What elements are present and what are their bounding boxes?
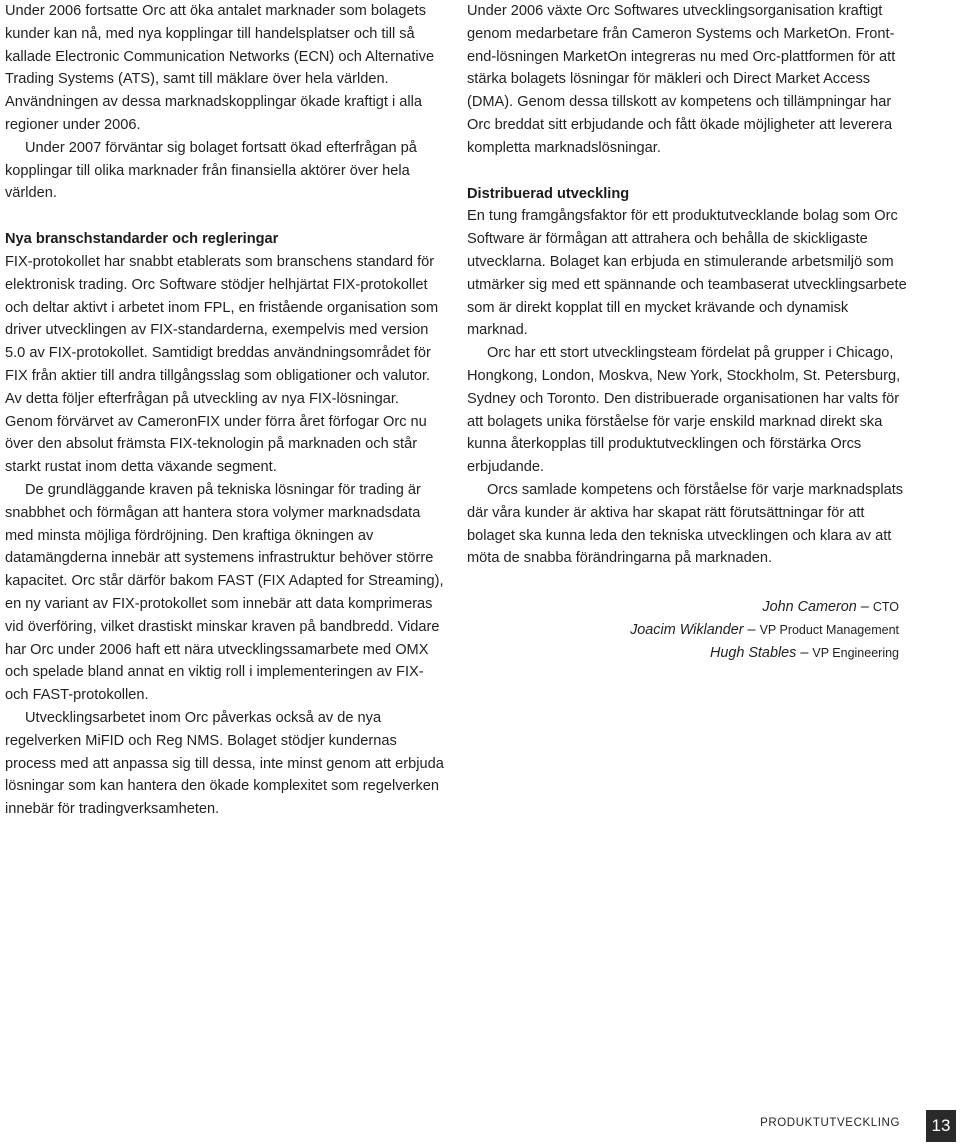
heading-distributed: Distribuerad utveckling bbox=[467, 185, 630, 202]
section-label: PRODUKTUTVECKLING bbox=[760, 1117, 900, 1129]
signature-line bbox=[467, 642, 899, 665]
heading-standards: Nya branschstandarder och regleringar bbox=[5, 231, 279, 248]
page-number: 13 bbox=[926, 1110, 956, 1142]
paragraph-markets: Under 2006 fortsatte Orc att öka antalet marknader som bolagets kunder kan nå, med nya kopplingar till handelsplatser och till så kallade Electronic Communication Networks (ECN) och Alternative Trading Systems (ATS), samt till mäklare över hela världen. Användningen av dessa marknadskopplingar ökade kraftigt i alla regioner under 2006. bbox=[5, 3, 435, 133]
signature-role: VP Engineering bbox=[812, 646, 899, 660]
signature-role: CTO bbox=[872, 600, 899, 614]
signature-dash: – bbox=[747, 622, 756, 638]
paragraph-fix-protocol: FIX-protokollet har snabbt etablerats som branschens standard för elektronisk trading. Orc Software stödjer helhjärtat FIX-protokollet och deltar aktivt i arbetet inom FPL, en fristående organisation som driver utvecklingen av FIX-standarderna, exempelvis med version 5.0 av FIX-protokollet. Samtidigt breddas användningsområdet för FIX från aktier till andra tillgångsslag som obligationer och valutor. Av detta följer efterfrågan på utveckling av nya FIX-lösningar. Genom förvärvet av CameronFIX under förra året förfogar Orc nu över den absolut främsta FIX-teknologin på marknaden och står starkt rustat inom detta växande segment. bbox=[5, 253, 439, 476]
signature-name: Hugh Stables bbox=[709, 645, 797, 661]
right-column bbox=[467, 0, 907, 570]
paragraph-organisation: Under 2006 växte Orc Softwares utvecklingsorganisation kraftigt genom medarbetare från Cameron Systems och MarketOn. Front-end-lösningen MarketOn integreras nu med Orc-plattformen för att stärka bolagets lösningar för mäkleri och Direct Market Access (DMA). Genom dessa tillskott av kompetens och tillämpningar har Orc breddat sitt erbjudande och fått ökade möjligheter att leverera kompletta marknadslösningar. bbox=[467, 3, 896, 156]
signature-block bbox=[467, 596, 899, 665]
paragraph-regulations: Utvecklingsarbetet inom Orc påverkas också av de nya regelverken MiFID och Reg NMS. Bolaget stödjer kundernas process med att anpassa sig till dessa, inte minst genom att erbjuda lösningar som kan hantera den ökade komplexitet som regelverken innebär för tradingverksamheten. bbox=[5, 709, 444, 818]
paragraph-competence: Orcs samlade kompetens och förståelse för varje marknadsplats där våra kunder är aktiva har skapat rätt förutsättningar för att bolaget ska kunna leda den tekniska utvecklingen och klara av att möta de snabba förändringarna på marknaden. bbox=[467, 481, 904, 567]
paragraph-outlook-2007: Under 2007 förväntar sig bolaget fortsatt ökad efterfrågan på kopplingar till olika marknader från finansiella aktörer över hela världen. bbox=[5, 139, 417, 202]
paragraph-fast: De grundläggande kraven på tekniska lösningar för trading är snabbhet och förmågan att hantera stora volymer marknadsdata med minsta möjliga fördröjning. Den kraftiga ökningen av datamängderna innebär att systemens infrastruktur behöver större kapacitet. Orc står därför bakom FAST (FIX Adapted for Streaming), en ny variant av FIX-protokollet som innebär att data komprimeras vid överföring, vilket drastiskt minskar kraven på bandbredd. Vidare har Orc under 2006 haft ett nära utvecklingssamarbete med OMX och spelade bland annat en viktig roll i implementeringen av FIX- och FAST-protokollen. bbox=[5, 481, 444, 704]
left-column bbox=[5, 0, 445, 821]
signature-name: John Cameron bbox=[762, 599, 857, 615]
signature-line bbox=[467, 596, 899, 619]
signature-line bbox=[467, 619, 899, 642]
paragraph-talent: En tung framgångsfaktor för ett produktutvecklande bolag som Orc Software är förmågan att attrahera och behålla de skickligaste utvecklarna. Bolaget kan erbjuda en stimulerande arbetsmiljö som utmärker sig med ett spännande och teambaserat utvecklingsarbete som är direkt kopplat till en mycket krävande och dynamisk marknad. bbox=[467, 208, 907, 339]
signature-dash: – bbox=[860, 599, 869, 615]
signature-role: VP Product Management bbox=[759, 623, 899, 637]
signature-name: Joacim Wiklander bbox=[630, 622, 744, 638]
signature-dash: – bbox=[800, 645, 809, 661]
paragraph-teams: Orc har ett stort utvecklingsteam fördelat på grupper i Chicago, Hongkong, London, Moskva, New York, Stockholm, St. Petersburg, Sydney och Toronto. Den distribuerade organisationen har valts för att bolagets unika förståelse för varje enskild marknad direkt ska kunna återkopplas till produktutvecklingen och förstärka Orcs erbjudande. bbox=[467, 345, 901, 476]
